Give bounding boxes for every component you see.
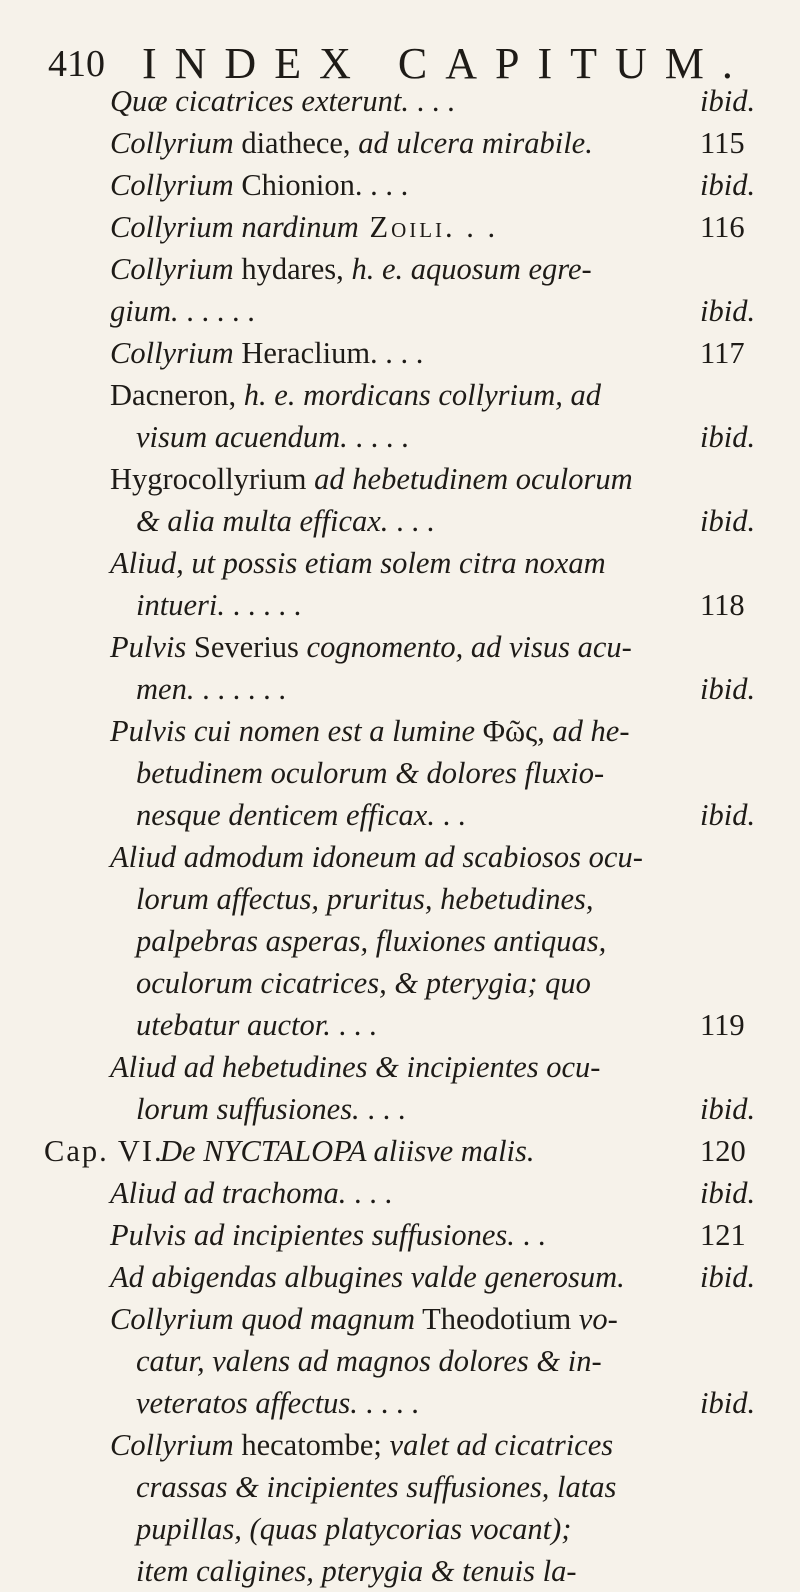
entry-page-ref: ibid. [700, 1260, 756, 1294]
entry-segment: valet ad cicatrices [389, 1428, 614, 1462]
entry-text [110, 374, 601, 416]
entry-page-ref: ibid. [700, 504, 756, 538]
entry-segment: Collyrium nardinum [110, 210, 359, 244]
entry-segment: Aliud admodum idoneum ad scabiosos ocu- [110, 840, 643, 874]
index-entry [0, 542, 800, 584]
entry-segment: Quæ cicatrices exterunt. [110, 84, 409, 118]
index-entry [0, 1256, 800, 1298]
entry-text [136, 1508, 571, 1550]
entry-segment: Severius [186, 630, 307, 664]
entry-segment: . . . . [357, 1386, 419, 1420]
entry-text [136, 920, 606, 962]
index-entry [0, 920, 800, 962]
entry-segment: , ad he- [537, 714, 630, 748]
index-entry [0, 1046, 800, 1088]
entry-text [110, 836, 643, 878]
entry-segment: intueri. [136, 588, 225, 622]
entry-segment: Φῶς [475, 714, 538, 748]
entry-segment: visum acuendum. [136, 420, 348, 454]
entry-text [110, 248, 592, 290]
entry-segment: h. e. aquosum egre- [351, 252, 592, 286]
entry-page-ref: ibid. [700, 294, 756, 328]
index-entry [0, 1214, 800, 1256]
entry-segment: Chionion. . . . [233, 168, 409, 202]
chapter-label: Cap. VI. [44, 1134, 164, 1168]
entry-text [110, 1256, 625, 1298]
entry-text [136, 878, 593, 920]
entry-segment: pupillas, (quas platycorias vocant); [136, 1512, 572, 1546]
entry-segment: . . . [359, 1092, 406, 1126]
index-entry [0, 206, 800, 248]
entry-page-ref: 118 [700, 588, 745, 622]
entry-segment: Pulvis ad incipientes suffusiones. [110, 1218, 515, 1252]
entry-segment: Heraclium. . . . [233, 336, 424, 370]
entry-segment: Dacneron, [110, 378, 244, 412]
index-entry [0, 1298, 800, 1340]
entry-segment: lorum affectus, pruritus, hebetudines, [136, 882, 594, 916]
entry-segment: vo- [578, 1302, 618, 1336]
entry-segment: Collyrium [110, 252, 234, 286]
entry-text [110, 80, 455, 122]
entry-segment: . . . . . [178, 294, 255, 328]
entry-text [136, 416, 409, 458]
entry-text [110, 710, 629, 752]
entry-page-ref: ibid. [700, 672, 756, 706]
index-entry [0, 1172, 800, 1214]
entry-page-ref: ibid. [700, 84, 756, 118]
entry-text [136, 1088, 405, 1130]
entry-text [110, 458, 633, 500]
entry-text [160, 1130, 535, 1172]
index-entry [0, 626, 800, 668]
entry-text [136, 1340, 602, 1382]
index-entry [0, 836, 800, 878]
entry-segment: Collyrium [110, 336, 234, 370]
entry-text [136, 1550, 576, 1592]
entry-segment: ad ulcera mirabile. [358, 126, 593, 160]
entry-page-ref: ibid. [700, 420, 756, 454]
entry-segment: Pulvis [110, 630, 187, 664]
entry-segment: cognomento, ad visus acu- [306, 630, 632, 664]
entry-text [136, 668, 286, 710]
entry-segment: Ad abigendas albugines valde generosum. [110, 1260, 625, 1294]
index-entry [0, 332, 800, 374]
entry-segment: hecatombe; [233, 1428, 390, 1462]
index-entry [0, 122, 800, 164]
index-entry [0, 584, 800, 626]
entry-segment: hydares, [233, 252, 352, 286]
index-entry [0, 500, 800, 542]
entry-segment: nesque denticem efficax. [136, 798, 435, 832]
index-entry [0, 668, 800, 710]
entry-page-ref: 115 [700, 126, 745, 160]
entry-segment: catur, valens ad magnos dolores & in- [136, 1344, 602, 1378]
entry-segment: & alia multa efficax. [136, 504, 389, 538]
entry-text [110, 206, 498, 248]
entry-segment: betudinem oculorum & dolores fluxio- [136, 756, 605, 790]
entry-text [136, 794, 465, 836]
entry-page-ref: 116 [700, 210, 745, 244]
entry-segment: utebatur auctor. [136, 1008, 331, 1042]
entry-page-ref: 117 [700, 336, 745, 370]
entry-segment: . . . [388, 504, 435, 538]
entry-segment: De NYCTALOPA aliisve malis. [160, 1134, 535, 1168]
entry-segment: veteratos affectus. [136, 1386, 358, 1420]
entry-segment: . . . . . [224, 588, 302, 622]
index-entry [0, 878, 800, 920]
index-entry [0, 374, 800, 416]
entry-page-ref: 120 [700, 1134, 746, 1168]
entry-segment: Hygrocollyrium [110, 462, 315, 496]
entry-text [110, 1172, 392, 1214]
index-entry [0, 794, 800, 836]
entry-segment: Collyrium [110, 1428, 234, 1462]
entry-text [110, 332, 423, 374]
entry-page-ref: ibid. [700, 1386, 756, 1420]
entry-text [136, 1466, 616, 1508]
entry-segment: men. [136, 672, 195, 706]
entry-segment: Collyrium quod magnum [110, 1302, 415, 1336]
index-entry [0, 1382, 800, 1424]
entry-text [136, 962, 591, 1004]
index-entry [0, 290, 800, 332]
index-entry [0, 710, 800, 752]
index-entry [0, 752, 800, 794]
entry-segment: . . . . [347, 420, 409, 454]
index-entry [0, 1130, 800, 1172]
entry-text [136, 1004, 377, 1046]
entry-segment: gium. [110, 294, 179, 328]
entry-segment: item caligines, pterygia & tenuis la- [136, 1554, 577, 1588]
running-title: INDEX CAPITUM. [142, 39, 751, 88]
entry-segment: lorum suffusiones. [136, 1092, 360, 1126]
entry-text [110, 1424, 613, 1466]
entry-segment: . . [514, 1218, 546, 1252]
entry-text [110, 290, 255, 332]
entry-segment: . . . [330, 1008, 377, 1042]
entry-text [136, 752, 604, 794]
index-entry [0, 962, 800, 1004]
entry-page-ref: ibid. [700, 798, 756, 832]
entry-page-ref: 121 [700, 1218, 746, 1252]
entry-segment: . . [434, 798, 466, 832]
entry-segment: Collyrium [110, 168, 234, 202]
entry-segment: . . . [408, 84, 455, 118]
entry-segment: Zoili. . . [358, 210, 499, 244]
index-entry [0, 1508, 800, 1550]
page-number: 410 [48, 43, 105, 85]
entry-segment: Collyrium [110, 126, 234, 160]
entry-text [110, 1046, 600, 1088]
index-entry [0, 416, 800, 458]
entry-text [136, 500, 434, 542]
index-entry [0, 1004, 800, 1046]
index-entry [0, 1550, 800, 1592]
entry-text [136, 1382, 419, 1424]
entry-segment: . . . [346, 1176, 393, 1210]
entry-page-ref: ibid. [700, 168, 756, 202]
entry-segment: Theodotium [415, 1302, 579, 1336]
entry-page-ref: 119 [700, 1008, 745, 1042]
entry-text [110, 122, 593, 164]
entry-text [110, 1214, 545, 1256]
index-entry [0, 248, 800, 290]
index-entry [0, 1340, 800, 1382]
entry-segment: h. e. mordicans collyrium, ad [243, 378, 601, 412]
entry-segment: Aliud ad trachoma. [110, 1176, 347, 1210]
entry-segment: crassas & incipientes suffusiones, latas [136, 1470, 617, 1504]
entry-text [110, 542, 606, 584]
entry-segment: oculorum cicatrices, & pterygia; quo [136, 966, 591, 1000]
entry-segment: . . . . . . [194, 672, 286, 706]
index-entry [0, 1424, 800, 1466]
entry-segment: Aliud ad hebetudines & incipientes ocu- [110, 1050, 601, 1084]
entry-text [110, 164, 408, 206]
index-entry [0, 164, 800, 206]
entry-text [136, 584, 301, 626]
entry-segment: palpebras asperas, fluxiones antiquas, [136, 924, 607, 958]
entry-page-ref: ibid. [700, 1176, 756, 1210]
index-entry [0, 80, 800, 122]
entry-segment: Aliud, ut possis etiam solem citra noxam [110, 546, 606, 580]
entry-page-ref: ibid. [700, 1092, 756, 1126]
index-entry [0, 1466, 800, 1508]
entry-text [110, 1298, 618, 1340]
index-entry [0, 458, 800, 500]
entry-text [110, 626, 632, 668]
index-entry [0, 1088, 800, 1130]
entry-segment: ad hebetudinem oculorum [314, 462, 633, 496]
entry-segment: Pulvis cui nomen est a lumine [110, 714, 476, 748]
index-entries [0, 80, 800, 1592]
entry-segment: diathece, [233, 126, 359, 160]
